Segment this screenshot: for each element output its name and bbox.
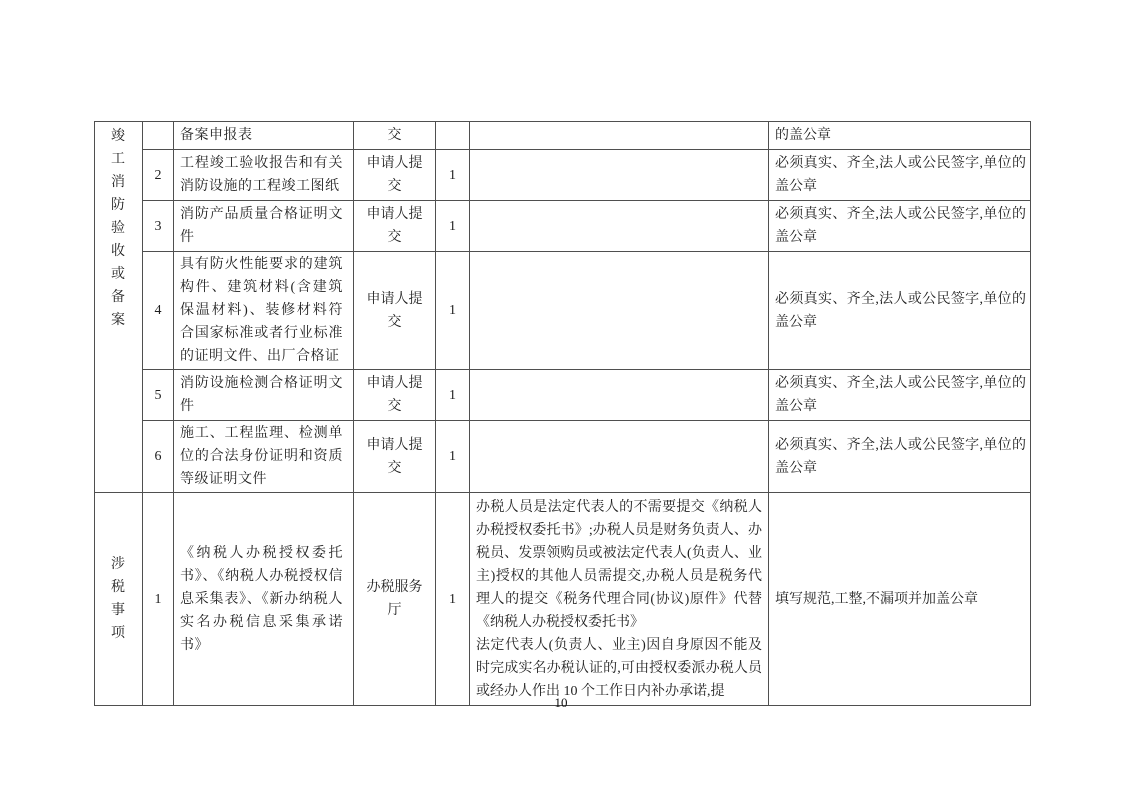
row-number-cell: 6 — [143, 421, 174, 493]
copy-count-cell: 1 — [436, 421, 470, 493]
requirement-cell: 必须真实、齐全,法人或公民签字,单位的盖公章 — [769, 201, 1031, 252]
category-cell-tax-matters: 涉税事项 — [95, 493, 143, 706]
requirement-cell: 必须真实、齐全,法人或公民签字,单位的盖公章 — [769, 252, 1031, 370]
requirement-cell: 填写规范,工整,不漏项并加盖公章 — [769, 493, 1031, 706]
material-name-cell: 消防产品质量合格证明文件 — [174, 201, 354, 252]
table-row — [95, 122, 1031, 150]
copy-count-cell: 1 — [436, 252, 470, 370]
page-number: 10 — [554, 695, 568, 710]
material-name-cell: 《纳税人办税授权委托书》、《纳税人办税授权信息采集表》、《新办纳税人实名办税信息采集承诺书》 — [174, 493, 354, 706]
table-row — [95, 252, 1031, 370]
notes-cell — [470, 252, 769, 370]
row-number-cell: 2 — [143, 150, 174, 201]
table-row — [95, 150, 1031, 201]
row-number-cell: 4 — [143, 252, 174, 370]
row-number-cell: 5 — [143, 370, 174, 421]
note-paragraph: 办税人员是法定代表人的不需要提交《纳税人办税授权委托书》;办税人员是财务负责人、办税员、发票领购员或被法定代表人(负责人、业主)授权的其他人员需提交,办税人员是税务代理人的提交《税务代理合同(协议)原件》代替《纳税人办税授权委托书》 — [476, 500, 762, 630]
material-name-cell: 施工、工程监理、检测单位的合法身份证明和资质等级证明文件 — [174, 421, 354, 493]
submit-method-cell: 申请人提交 — [354, 150, 436, 201]
submit-method-cell: 办税服务厅 — [354, 493, 436, 706]
notes-cell — [470, 150, 769, 201]
copy-count-cell: 1 — [436, 370, 470, 421]
requirement-cell: 必须真实、齐全,法人或公民签字,单位的盖公章 — [769, 370, 1031, 421]
submit-method-cell: 申请人提交 — [354, 201, 436, 252]
table-row — [95, 493, 1031, 706]
notes-cell — [470, 201, 769, 252]
note-paragraph: 法定代表人(负责人、业主)因自身原因不能及时完成实名办税认证的,可由授权委派办税人员或经办人作出 10 个工作日内补办承诺,提 — [476, 638, 762, 699]
notes-cell — [470, 370, 769, 421]
submit-method-cell: 申请人提交 — [354, 370, 436, 421]
notes-cell — [470, 421, 769, 493]
requirement-cell: 必须真实、齐全,法人或公民签字,单位的盖公章 — [769, 421, 1031, 493]
submit-method-cell: 交 — [354, 122, 436, 150]
material-name-cell: 工程竣工验收报告和有关消防设施的工程竣工图纸 — [174, 150, 354, 201]
copy-count-cell: 1 — [436, 201, 470, 252]
table-row — [95, 421, 1031, 493]
material-name-cell: 具有防火性能要求的建筑构件、建筑材料(含建筑保温材料)、装修材料符合国家标准或者行业标准的证明文件、出厂合格证 — [174, 252, 354, 370]
submit-method-cell: 申请人提交 — [354, 252, 436, 370]
material-name-cell: 备案申报表 — [174, 122, 354, 150]
row-number-cell — [143, 122, 174, 150]
submit-method-cell: 申请人提交 — [354, 421, 436, 493]
requirement-cell: 的盖公章 — [769, 122, 1031, 150]
row-number-cell: 3 — [143, 201, 174, 252]
copy-count-cell: 1 — [436, 493, 470, 706]
notes-cell — [470, 493, 769, 706]
notes-cell — [470, 122, 769, 150]
table-row — [95, 370, 1031, 421]
material-name-cell: 消防设施检测合格证明文件 — [174, 370, 354, 421]
table-row — [95, 201, 1031, 252]
requirement-cell: 必须真实、齐全,法人或公民签字,单位的盖公章 — [769, 150, 1031, 201]
copy-count-cell — [436, 122, 470, 150]
materials-table — [94, 121, 1031, 706]
copy-count-cell: 1 — [436, 150, 470, 201]
category-cell-fire-acceptance: 竣工消防验收或备案 — [95, 122, 143, 493]
row-number-cell: 1 — [143, 493, 174, 706]
